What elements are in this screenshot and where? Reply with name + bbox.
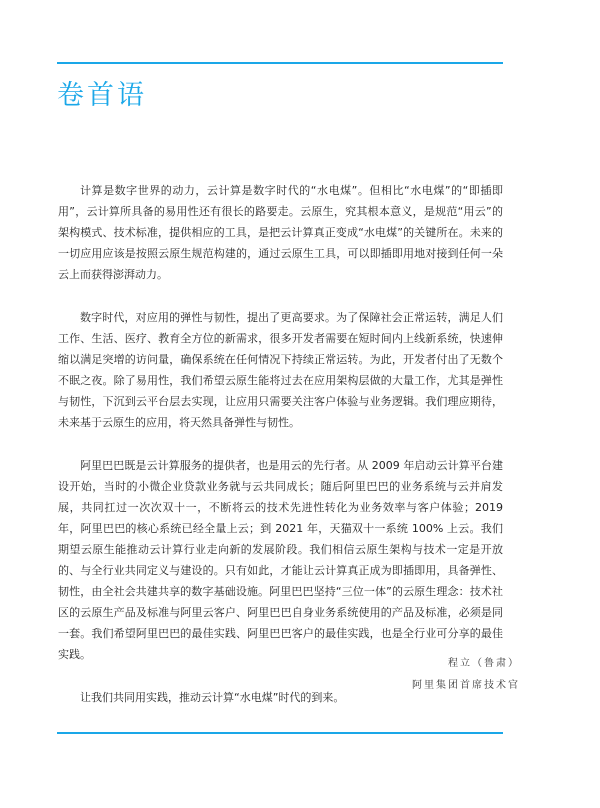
signature-block [412, 653, 520, 697]
paragraph-2: 数字时代，对应用的弹性与韧性，提出了更高要求。为了保障社会正常运转，满足人们工作、生活、医疗、教育全方位的新需求，很多开发者需要在短时间内上线新系统，快速伸缩以满足突增的访问量，确保系统在任何情况下持续正常运转。为此，开发者付出了无数个不眠之夜。除了易用性，我们希望云原生能将过去在应用架构层做的大量工作，尤其是弹性与韧性，下沉到云平台层去实现，让应用只需要关注客户体验与业务逻辑。我们理应期待，未来基于云原生的应用，将天然具备弹性与韧性。 [58, 311, 503, 429]
signature-title: 阿里集团首席技术官 [412, 680, 520, 691]
page-title: 卷首语 [57, 80, 147, 111]
foreword-body [58, 180, 503, 730]
signature-name: 程立（鲁肃） [448, 658, 520, 669]
paragraph-4: 让我们共同用实践，推动云计算“水电煤”时代的到来。 [80, 691, 345, 704]
paragraph-3: 阿里巴巴既是云计算服务的提供者，也是用云的先行者。从 2009 年启动云计算平台建设开始，当时的小微企业贷款业务就与云共同成长；随后阿里巴巴的业务系统与云并肩发展，共同扛过一次次双十一，不断将云的技术先进性转化为业务效率与客户体验；2019 年，阿里巴巴的核心系统已经全量上云；到 2021 年，天猫双十一系统 100% 上云。我们期望云原生能推动云计算行业走向新的发展阶段。我们相信云原生架构与技术一定是开放的、与全行业共同定义与建设的。只有如此，才能让云计算真正成为即插即用，具备弹性、韧性，由全社会共建共享的数字基础设施。阿里巴巴坚持“三位一体”的云原生理念：技术社区的云原生产品及标准与阿里云客户、阿里巴巴自身业务系统使用的产品及标准，必须是同一套。我们希望阿里巴巴的最佳实践、阿里巴巴客户的最佳实践，也是全行业可分享的最佳实践。 [58, 459, 503, 661]
paragraph-1: 计算是数字世界的动力，云计算是数字时代的“水电煤”。但相比“水电煤”的“即插即用”，云计算所具备的易用性还有很长的路要走。云原生，究其根本意义，是规范“用云”的架构模式、技术标准，提供相应的工具，是把云计算真正变成“水电煤”的关键所在。未来的一切应用应该是按照云原生规范构建的，通过云原生工具，可以即插即用地对接到任何一朵云上而获得澎湃动力。 [58, 184, 503, 281]
top-divider [57, 62, 503, 64]
bottom-divider [57, 732, 503, 734]
